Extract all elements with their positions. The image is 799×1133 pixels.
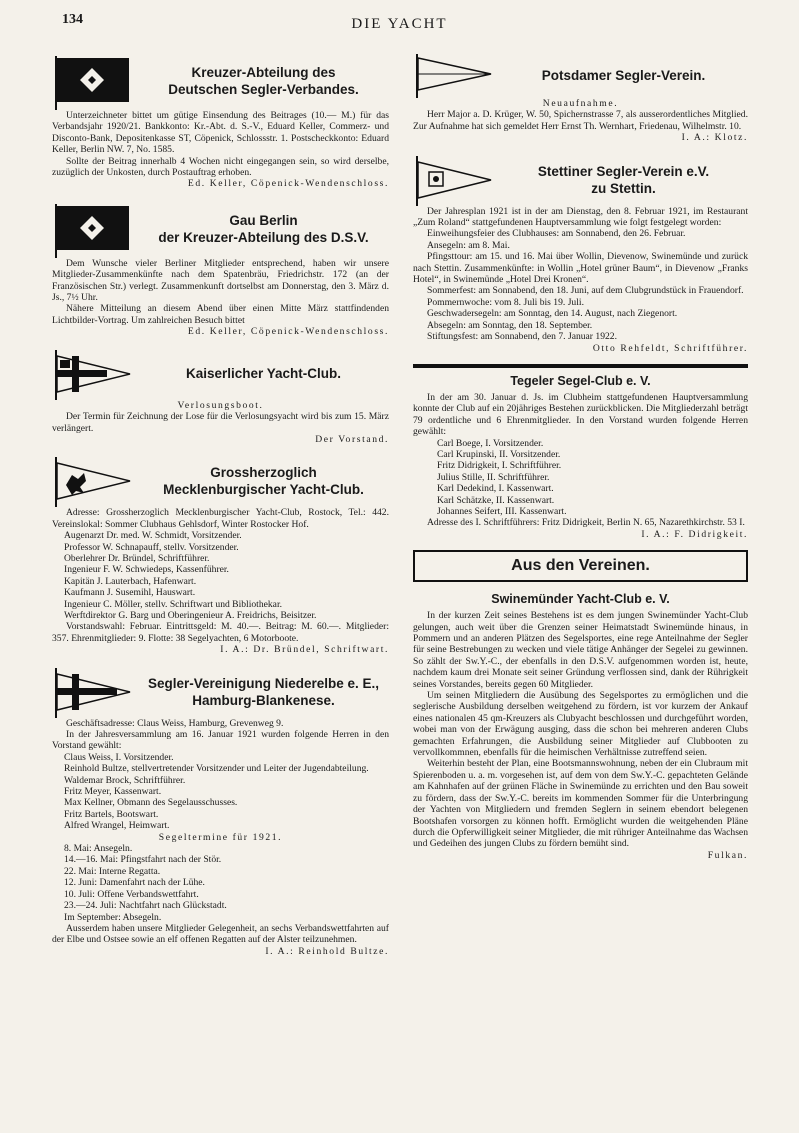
section-body: Dem Wunsche vieler Berliner Mitglieder entsprechend, haben wir unsere Mitglieder-Zusammenkünfte nach dem Spatenbräu, Friedrichstr. 172 (an der Französischen Str.) verlegt. Zusammenkunft dortselbst am Donnerstag, den 3. März d. Js., 7½ Uhr. [52,257,389,304]
list-item: Professor W. Schnapauff, stellv. Vorsitzender. [64,541,239,553]
list-item: Carl Krupinski, II. Vorsitzender. [437,448,561,460]
list-item: Fritz Bartels, Bootswart. [64,808,159,820]
list-item: 22. Mai: Interne Regatta. [64,865,161,877]
list-item: Ingenieur C. Möller, stellv. Schriftwart und Bibliothekar. [64,598,283,610]
list-item: Ansegeln: am 8. Mai. [427,239,510,251]
section-body-3: Ausserdem haben unsere Mitglieder Gelegenheit, an sechs Verbandswettfahrten auf der Elbe und Ostsee sowie an elf offenen Regatten auf der Alster teilzunehmen. [52,922,389,946]
page-number: 134 [62,12,83,27]
section-signature: I. A.: F. Didrigkeit. [641,528,748,540]
section-body-2: Adresse des I. Schriftführers: Fritz Didrigkeit, Berlin N. 65, Nazarethkirchstr. 53 I. [427,517,745,529]
section-mecklenburgischer-yacht-club [52,455,389,655]
kyc-pennant-icon [52,348,132,400]
list-item: 14.—16. Mai: Pfingstfahrt nach der Stör. [64,854,222,866]
section-signature: Otto Rehfeldt, Schriftführer. [592,342,748,354]
list-item: Geschwadersegeln: am Sonntag, den 14. August, nach Ziegenort. [427,308,678,320]
running-head: DIE YACHT [351,16,448,32]
list-item: Fritz Meyer, Kassenwart. [64,786,162,798]
section-kaiserlicher-yacht-club [52,348,389,446]
potsdam-pennant-icon [413,52,493,98]
list-item: Pommernwoche: vom 8. Juli bis 19. Juli. [427,296,584,308]
member-list [52,752,389,832]
list-item: Stiftungsfest: am Sonnabend, den 7. Januar 1922. [427,331,617,343]
section-segler-vereinigung-niederelbe [52,666,389,958]
list-item: Julius Stille, II. Schriftführer. [437,471,550,483]
list-item: Oberlehrer Dr. Bründel, Schriftführer. [64,552,210,564]
section-title: Kaiserlicher Yacht-Club. [185,366,342,382]
section-body: In der am 30. Januar d. Js. im Clubheim stattgefundenen Hauptversammlung konnte der Club auf ein 20jähriges Bestehen zurückblicken. Die Mitgliederzahl beträgt 79 ordentliche und 6 Ehrenmitglieder. In den Vorstand wurden folgende Herren gewählt: [413,391,748,438]
kreuzer-flag-icon [52,200,132,258]
section-title: Stettiner Segler-Verein e.V. zu Stettin. [537,163,710,196]
event-list [413,228,748,342]
section-body: Der Jahresplan 1921 ist in der am Dienstag, den 8. Februar 1921, im Restaurant „Zum Roland“ stattgefundenen Hauptversammlung wie folgt festgelegt worden: [413,205,748,229]
section-signature: Der Vorstand. [315,433,389,445]
list-item: Pfingsttour: am 15. und 16. Mai über Wollin, Dievenow, Swinemünde und zurück nach Stettin. Zusammenkünfte: in Wollin „Hotel grüner Baum“, in Dievenow „Franks Hotel“, in Swinemünde „Hotel Drei Kronen“. [413,251,748,286]
member-list [52,530,389,621]
section-body: Herr Major a. D. Krüger, W. 50, Spichernstrasse 7, als ausserordentliches Mitglied. Zur Aufnahme hat sich gemeldet Herr Ernst Th. Wernhart, Friedenau, Wilhelmstr. 10. [413,109,748,132]
section-body: Unterzeichneter bittet um gütige Einsendung des Beitrages (10.— M.) für das Verbandsjahr 1920/21. Bankkonto: Kr.-Abt. d. S.-V., Eduard Keller, Commerz- und Disconto-Bank, Depositenkasse ST, Cöpenick, Schlossstr. 1. Postscheckkonto: Eduard Keller, Berlin NW. 7, No. 1585. [52,110,389,156]
list-item: Ingenieur F. W. Schwiedeps, Kassenführer. [64,564,229,576]
section-signature: Ed. Keller, Cöpenick-Wendenschloss. [187,178,389,190]
section-subtitle: Neuaufnahme. [542,98,619,109]
list-item: Carl Boege, I. Vorsitzender. [437,437,544,449]
left-column [52,52,389,967]
griffin-pennant-icon [52,455,132,507]
list-item: Absegeln: am Sonntag, den 18. September. [427,319,593,331]
list-item: Fritz Didrigkeit, I. Schriftführer. [437,460,562,472]
section-body-2: Nähere Mitteilung an diesem Abend über einen Mitte März stattfindenden Lichtbilder-Vortrag. Um zahlreichen Besuch bittet [52,303,389,326]
schedule-title: Segeltermine für 1921. [158,831,283,843]
section-signature: I. A.: Reinhold Bultze. [265,945,389,957]
list-item: 23.—24. Juli: Nachtfahrt nach Glückstadt. [64,900,227,912]
section-tegeler-segel-club [413,374,748,540]
section-signature: I. A.: Dr. Bründel, Schriftwart. [220,644,389,656]
section-body-2: Vorstandswahl: Februar. Eintrittsgeld: M. 40.—. Beitrag: M. 60.—. Mitglieder: 357. Ehrenmitglieder: 9. Flotte: 38 Segelyachten, 6 Motorboote. [52,621,389,644]
section-body: Adresse: Grossherzoglich Mecklenburgischer Yacht-Club, Rostock, Tel.: 442. Vereinslokal: Sommer Clubhaus Gehlsdorf, Winter Rostocker Hof. [52,507,389,530]
list-item: Reinhold Bultze, stellvertretender Vorsitzender und Leiter der Jugendabteilung. [64,763,369,775]
section-title: Segler-Vereinigung Niederelbe e. E., Hamburg-Blankenese. [147,675,380,708]
right-column [413,52,748,871]
section-potsdamer-segler-verein [413,52,748,144]
schedule-list [52,843,389,923]
list-item: Alfred Wrangel, Heimwart. [64,820,170,832]
list-item: Karl Dedekind, I. Kassenwart. [437,483,554,495]
list-item: 10. Juli: Offene Verbandswettfahrt. [64,888,199,900]
paragraph: Um seinen Mitgliedern die Ausübung des Segelsportes zu ermöglichen und die seglerische Ausbildung derselben weitgehend zu fördern, ist vor kurzem der Ankauf eines nationalen 45 qm-Kreuzers als Clubyacht beschlossen und durchgeführt worden, wobei man von der Erwägung ausging, dass die schon bei mehreren anderen Clubs gemachten Erfahrungen, die Ausbildung seiner Mitglieder auf Clubbooten zu vervollkommnen, ebenfalls für die heimischen Verhältnisse zutreffend seien. [413,690,748,759]
list-item: Max Kellner, Obmann des Segelausschusses. [64,797,238,809]
section-title: Swinemünder Yacht-Club e. V. [491,592,670,607]
section-body: Geschäftsadresse: Claus Weiss, Hamburg, Grevenweg 9. [66,717,284,729]
cross-pennant-icon [52,666,132,718]
list-item: Augenarzt Dr. med. W. Schmidt, Vorsitzender. [64,530,242,542]
section-signature: I. A.: Klotz. [681,132,748,144]
section-swinemuender-yacht-club [413,592,748,861]
list-item: Im September: Absegeln. [64,911,162,923]
list-item: 12. Juni: Damenfahrt nach der Lühe. [64,877,205,889]
section-body-2: In der Jahresversammlung am 16. Januar 1921 wurden folgende Herren in den Vorstand gewählt: [52,729,389,752]
kreuzer-flag-icon [52,52,132,110]
section-title: Potsdamer Segler-Verein. [541,67,706,83]
section-gau-berlin [52,200,389,338]
list-item: 8. Mai: Ansegeln. [64,843,133,855]
list-item: Werftdirektor G. Barg und Oberingenieur A. Freidrichs, Beisitzer. [64,609,317,621]
paragraph: In der kurzen Zeit seines Bestehens ist es dem jungen Swinemünder Yacht-Club gelungen, auch weit über die Grenzen seiner Heimatstadt Swinemünde hinaus, in Pommern und an anderen Plätzen des Segelsportes, eine rege Anteilnahme der Segler für seine Bestrebungen zu wecken und viele tätige Anhänger der Segelei zu gewinnen. So zählt der Sw.Y.-C., der ebenfalls in den D.S.V. aufgenommen worden ist, heute, nachdem kaum drei Monate seit seiner Gründung verflossen sind, dank der Rührigkeit seines Vorstandes, bereits gegen 60 Mitglieder. [413,610,748,690]
section-title: Tegeler Segel-Club e. V. [510,373,651,388]
divider [413,364,748,368]
section-title: Gau Berlin der Kreuzer-Abteilung des D.S.V. [158,212,369,245]
stettin-pennant-icon [413,154,493,206]
list-item: Sommerfest: am Sonnabend, den 18. Juni, auf dem Clubgrundstück in Frauendorf. [427,285,744,297]
section-title: Kreuzer-Abteilung des Deutschen Segler-Verbandes. [168,65,359,97]
list-item: Waldemar Brock, Schriftführer. [64,774,186,786]
section-kreuzer-abteilung [52,52,389,190]
list-item: Kapitän J. Lauterbach, Hafenwart. [64,575,197,587]
paragraph: Weiterhin besteht der Plan, eine Bootsmannswohnung, neben der ein Clubraum mit Spierenboden u. a. m. vorgesehen ist, auf dem von dem Sw.Y.-C. gepachteten Gelände am Kahnhafen auf der grünen Fläche in Swinemünde zu errichten und den Bau soweit zu fördern, dass der Sw.Y.-C. bereits im kommenden Sommer für die Unterbringung der Yachten von Mitgliedern und fremden Seglern in seinem ebendort belegenen Bootshafen vorsorgen zu können hofft. Ermöglicht wurden die weitgehenden Pläne durch die Opferwilligkeit seiner Mitglieder, die mit rühriger Anteilnahme das Wachsen und Gedeihen des jungen Clubs zu fördern bemüht sind. [413,758,748,850]
section-subtitle: Verlosungsboot. [177,399,264,411]
member-list [413,438,748,518]
list-item: Einweihungsfeier des Clubhauses: am Sonnabend, den 26. Februar. [427,228,686,240]
section-banner: Aus den Vereinen. [413,550,748,582]
section-title: Grossherzoglich Mecklenburgischer Yacht-Club. [163,465,364,498]
section-body: Der Termin für Zeichnung der Lose für die Verlosungsyacht wird bis zum 15. März verlängert. [52,411,389,434]
list-item: Claus Weiss, I. Vorsitzender. [64,751,174,763]
section-stettiner-segler-verein [413,154,748,354]
list-item: Johannes Seifert, III. Kassenwart. [437,505,567,517]
list-item: Karl Schätzke, II. Kassenwart. [437,494,555,506]
list-item: Kaufmann J. Susemihl, Hauswart. [64,587,196,599]
section-signature: Ed. Keller, Cöpenick-Wendenschloss. [187,326,389,338]
section-body-2: Sollte der Beitrag innerhalb 4 Wochen nicht eingegangen sein, so wird derselbe, zuzüglich der Unkosten, durch Postauftrag erhoben. [52,155,389,179]
section-signature: Fulkan. [707,849,748,861]
